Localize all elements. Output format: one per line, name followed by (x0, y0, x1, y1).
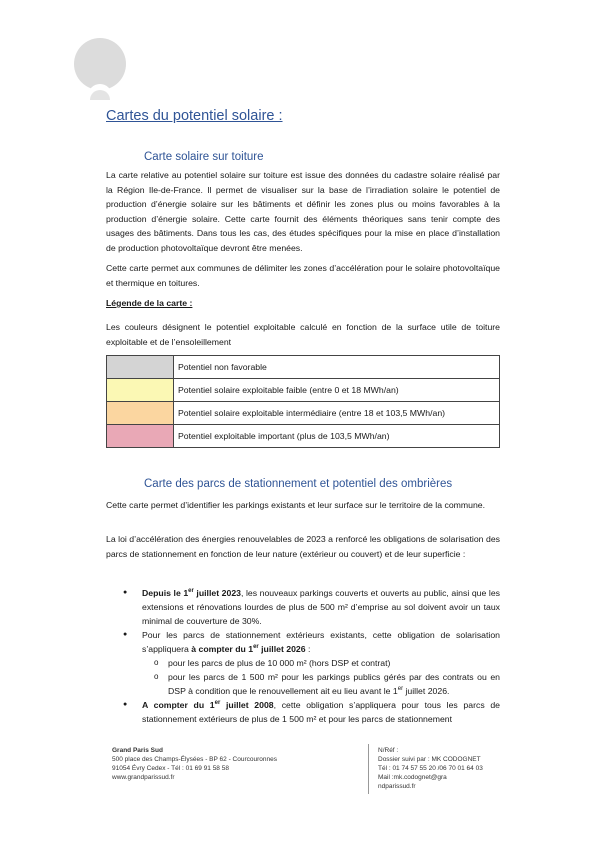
bullet-1-text: , les nouveaux parkings couverts et ouverts au public, ainsi que les extensions et rénovations lourdes de plus de 500 m² d’emprise au sol doivent avoir un taux minimal de couverture de 30%. (142, 588, 500, 626)
legend-label: Potentiel solaire exploitable faible (entre 0 et 18 MWh/an) (174, 379, 500, 402)
bullet-3-text: , cette obligation s’appliquera pour tous les parcs de stationnement extérieurs de plus de 1 500 m² et pour les parcs de stationnement (142, 700, 500, 724)
circle-logo-icon (72, 38, 128, 108)
bullet-3-date: A compter du 1 (142, 700, 215, 710)
footer-tel: Tél : 01 74 57 55 20 /06 70 01 64 03 (378, 765, 483, 772)
list-item (142, 698, 500, 726)
legend-row (107, 425, 500, 448)
legend-table (106, 355, 500, 448)
footer-org: Grand Paris Sud (112, 747, 163, 754)
footer-divider (368, 744, 369, 794)
page-title: Cartes du potentiel solaire : (106, 108, 283, 124)
bullet-1-date-end: juillet 2023 (193, 588, 241, 598)
section-heading-parking: Carte des parcs de stationnement et potentiel des ombrières (144, 478, 453, 490)
legend-swatch (107, 425, 174, 448)
rooftop-paragraph-1: La carte relative au potentiel solaire sur toiture est issue des données du cadastre solaire réalisé par la Région Ile-de-France. Il permet de visualiser sur la base de l’irradiation solaire le potentiel de production d’énergie solaire sur les bâtiments et définir les zones plus ou moins favorables à la production d’énergie solaire. Cette carte fournit des éléments théoriques sans tenir compte des usages des bâtiments. Dans tous les cas, des études spécifiques pour la mise en place d’installation de production photovoltaïque devront être menées. (106, 170, 500, 253)
footer-city-phone: 91054 Évry Cedex - Tél : 01 69 91 58 58 (112, 765, 229, 772)
section-heading-rooftop: Carte solaire sur toiture (144, 151, 264, 163)
sub-item-2-text: pour les parcs de 1 500 m² pour les parkings publics gérés par des contrats ou en DSP à condition que le renouvellement ait eu lieu avant le 1 (168, 672, 500, 696)
bullet-2-sup: er (253, 644, 259, 651)
footer-address-block (112, 746, 312, 782)
bullet-3-sup: er (214, 700, 221, 707)
sub-list-item (168, 670, 500, 698)
bullet-2-date-end: juillet 2026 (258, 644, 306, 654)
sub-list-item: o pour les parcs de plus de 10 000 m² (hors DSP et contrat) (168, 656, 500, 670)
bullet-2-date: à compter du 1 (191, 644, 254, 654)
footer-contact-block (378, 746, 500, 791)
sub-item-2-end: juillet 2026. (403, 686, 450, 696)
footer-mail-cont[interactable]: ndparissud.fr (378, 783, 416, 790)
footer-website[interactable]: www.grandparissud.fr (112, 774, 175, 781)
legend-swatch (107, 402, 174, 425)
legend-label: Potentiel non favorable (174, 356, 500, 379)
sub-list (142, 656, 500, 698)
legend-swatch (107, 379, 174, 402)
legend-swatch (107, 356, 174, 379)
footer-mail[interactable]: Mail :mk.codognet@gra (378, 774, 447, 781)
list-item (142, 586, 500, 628)
footer-address: 500 place des Champs-Élysées - BP 62 - Courcouronnes (112, 756, 277, 763)
rooftop-paragraph-2: Cette carte permet aux communes de délimiter les zones d’accélération pour le solaire photovoltaïque et thermique en toitures. (106, 263, 500, 288)
obligations-list (106, 586, 500, 726)
legend-label: Potentiel solaire exploitable intermédiaire (entre 18 et 103,5 MWh/an) (174, 402, 500, 425)
legend-intro: Les couleurs désignent le potentiel exploitable calculé en fonction de la surface utile de toiture exploitable et de l’ensoleillement (106, 322, 500, 347)
parking-paragraph-1: Cette carte permet d’identifier les parkings existants et leur surface sur le territoire de la commune. (106, 500, 486, 510)
legend-row (107, 379, 500, 402)
bullet-2-end: : (305, 644, 311, 654)
bullet-1-date: Depuis le 1 (142, 588, 189, 598)
bullet-3-date-end: juillet 2008 (220, 700, 274, 710)
legend-title: Légende de la carte : (106, 298, 193, 308)
footer-file: Dossier suivi par : MK CODOGNET (378, 756, 481, 763)
parking-paragraph-2: La loi d’accélération des énergies renouvelables de 2023 a renforcé les obligations de solarisation des parcs de stationnement en fonction de leur nature (extérieur ou couvert) et de leur superficie : (106, 534, 500, 559)
footer-ref: N/Réf : (378, 747, 399, 754)
legend-row (107, 356, 500, 379)
bullet-1-sup: er (188, 588, 194, 595)
bullet-2-text: Pour les parcs de stationnement extérieurs existants, cette obligation de solarisation s’appliquera (142, 630, 500, 654)
list-item (142, 628, 500, 698)
legend-label: Potentiel exploitable important (plus de 103,5 MWh/an) (174, 425, 500, 448)
sub-item-2-sup: er (397, 686, 404, 693)
legend-row (107, 402, 500, 425)
